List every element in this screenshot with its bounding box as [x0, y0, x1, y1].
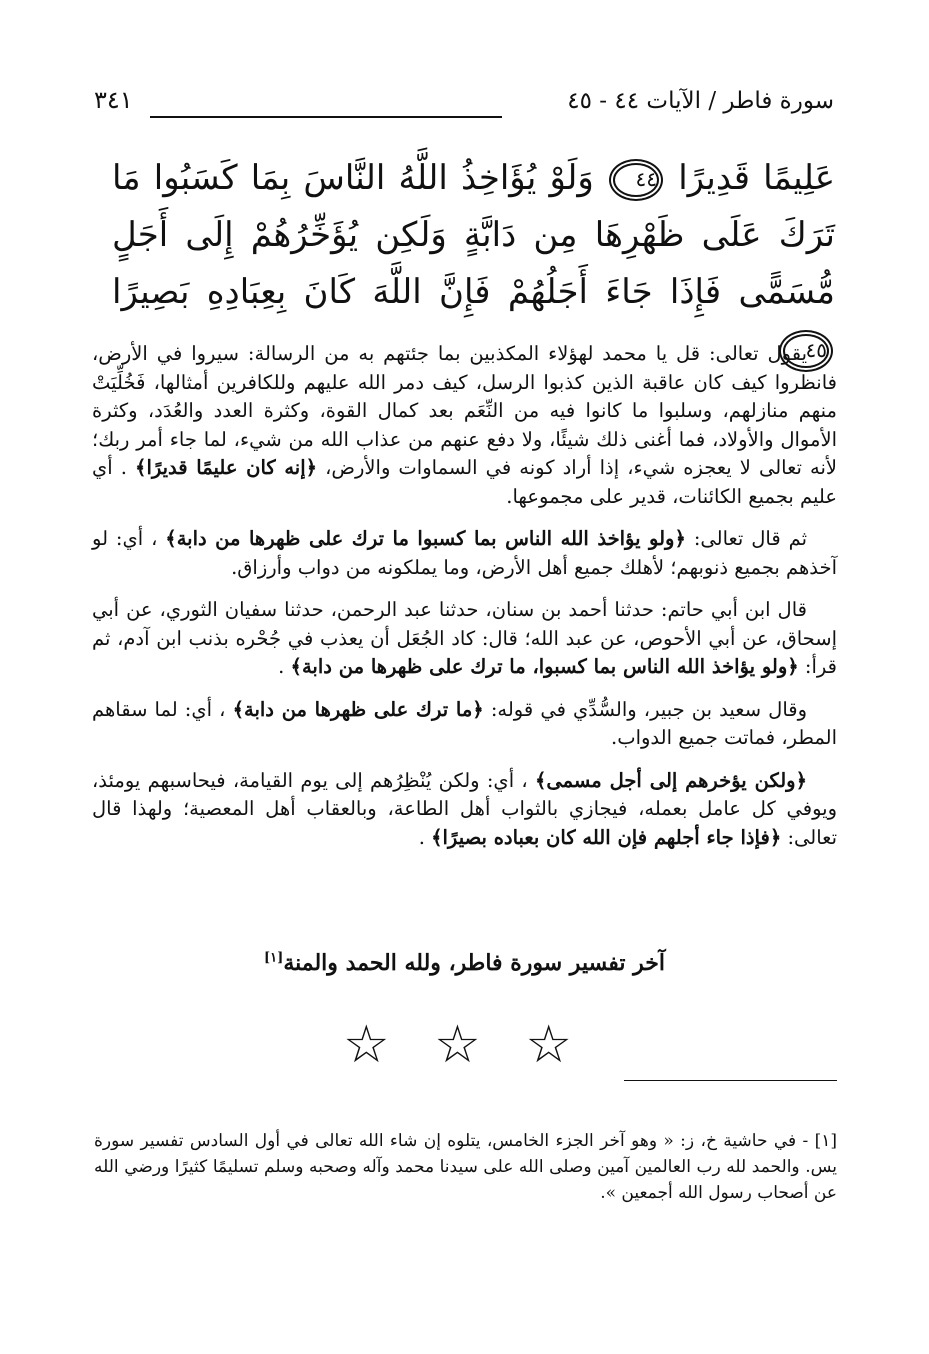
paragraph-text: . أي عليم بجميع الكائنات، قدير على مجموعها. — [92, 456, 837, 508]
commentary-paragraph — [92, 767, 837, 853]
verse-text-44-end: عَلِيمًا قَدِيرًا — [678, 158, 835, 198]
paragraph-text: وقال سعيد بن جبير، والسُّدِّي في قوله: — [490, 697, 807, 721]
quoted-verse: ﴿فإذا جاء أجلهم فإن الله كان بعباده بصيرًا﴾ — [431, 825, 782, 849]
paragraph-text: يقول تعالى: قل يا محمد لهؤلاء المكذبين بما جئتهم به من الرسالة: سيروا في الأرض، فانظروا كيف كان عاقبة الذين كذبوا الرسل، كيف دمر الله عليهم وللكافرين أمثالها، فَخُلِّيَتْ منهم منازلهم، وسلبوا ما كانوا فيه من النِّعَم بعد كمال القوة، وكثرة العدد والعُدَد، وكثرة الأموال والأولاد، فما أغنى ذلك شيئًا، ولا دفع عنهم من عذاب الله من شيء، لما جاء أمر ربك؛ لأنه تعالى لا يعجزه شيء، إذا أراد كونه في السماوات والأرض، — [92, 342, 838, 479]
quoted-verse: ﴿ما ترك على ظهرها من دابة﴾ — [232, 697, 484, 721]
section-divider-stars-icon: ☆ ☆ ☆ — [343, 1015, 586, 1075]
paragraph-text: قال ابن أبي حاتم: حدثنا أحمد بن سنان، حدثنا عبد الرحمن، حدثنا سفيان الثوري، عن أبي إسحاق، عن أبي الأحوص، عن عبد الله؛ قال: كاد الجُعَل أن يعذب في جُحْره بذنب ابن آدم، ثم قرأ: — [92, 598, 837, 678]
paragraph-text: . — [418, 825, 425, 849]
commentary-paragraph — [92, 525, 837, 582]
commentary-paragraph — [92, 340, 837, 511]
paragraph-text: ، أي: لما سقاهم المطر، فماتت جميع الدواب. — [92, 697, 837, 749]
ayah-number-marker: ٤٤ — [613, 163, 659, 197]
paragraph-text: ، أي: لو آخذهم بجميع ذنوبهم؛ لأهلك جميع أهل الأرض، وما يملكونه من دواب وأرزاق. — [92, 527, 837, 579]
commentary-paragraph — [92, 596, 837, 682]
ayah-number-marker: ٤٥ — [783, 334, 829, 368]
closing-text: آخر تفسير سورة فاطر، ولله الحمد والمنة — [283, 950, 665, 976]
paragraph-text: ثم قال تعالى: — [693, 527, 807, 550]
quoted-verse: ﴿ولو يؤاخذ الله الناس بما كسبوا ما ترك على ظهرها من دابة﴾ — [165, 527, 686, 550]
paragraph-text: . — [278, 655, 285, 678]
surah-closing-line — [92, 950, 837, 976]
quoted-verse: ﴿ولكن يؤخرهم إلى أجل مسمى﴾ — [534, 768, 807, 792]
quoted-verse: ﴿إنه كان عليمًا قديرًا﴾ — [135, 456, 318, 479]
commentary-paragraph — [92, 696, 837, 753]
page-header-title: سورة فاطر / الآيات ٤٤ - ٤٥ — [567, 88, 834, 114]
header-rule — [150, 116, 502, 118]
footnote: [١] - في حاشية خ، ز: « وهو آخر الجزء الخامس، يتلوه إن شاء الله تعالى في أول السادس تفسير سورة يس. والحمد لله رب العالمين آمين وصلى الله على سيدنا محمد وآله وصحبه وسلم تسليمًا كثيرًا ورضي الله عن أصحاب رسول الله أجمعين ». — [94, 1131, 837, 1203]
paragraph-text: ، أي: ولكن يُنْظِرُهم إلى يوم القيامة، فيحاسبهم يومئذ، ويوفي كل عامل بعمله، فيجازي بالثواب أهل الطاعة، وبالعقاب أهل المعصية؛ ولهذا قال تعالى: — [92, 768, 837, 849]
quoted-verse: ﴿ولو يؤاخذ الله الناس بما كسبوا، ما ترك على ظهرها من دابة﴾ — [290, 655, 799, 678]
verse-text-45: وَلَوْ يُؤَاخِذُ اللَّهُ النَّاسَ بِمَا كَسَبُوا مَا تَرَكَ عَلَى ظَهْرِهَا مِن دَابَّةٍ وَلَكِن يُؤَخِّرُهُمْ إِلَى أَجَلٍ مُّسَمًّى فَإِذَا جَاءَ أَجَلُهُمْ فَإِنَّ اللَّهَ كَانَ بِعِبَادِهِ بَصِيرًا — [112, 158, 835, 312]
tafsir-commentary — [92, 340, 837, 866]
footnote-reference[interactable]: [١] — [264, 950, 284, 966]
page-number: ٣٤١ — [94, 86, 133, 114]
footnote-rule — [624, 1080, 837, 1081]
